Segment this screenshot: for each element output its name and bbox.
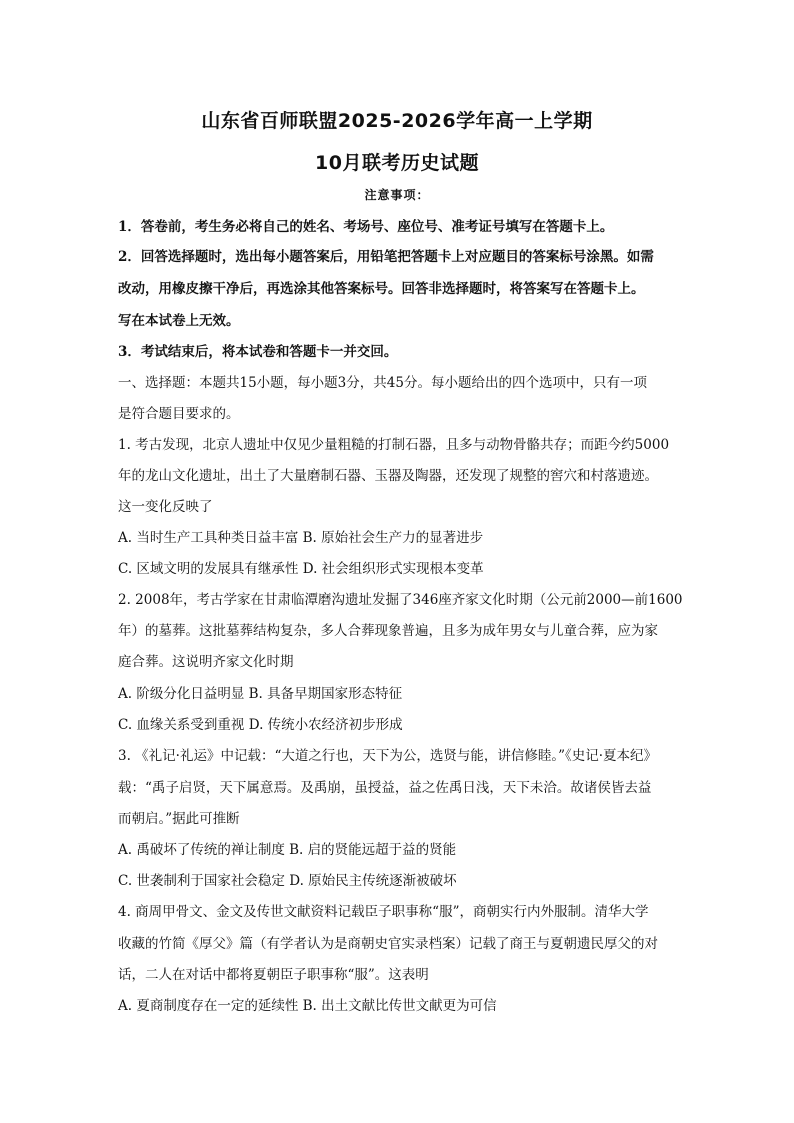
- q1-stem-line: 年的龙山文化遗址，出土了大量磨制石器、玉器及陶器，还发现了规整的窖穴和村落遗迹。: [118, 468, 658, 484]
- q4-stem-line: 收藏的竹简《厚父》篇（有学者认为是商朝史官实录档案）记载了商王与夏朝遗民厚父的对: [118, 936, 658, 952]
- q1-stem-line: 1. 考古发现，北京人遗址中仅见少量粗糙的打制石器，且多与动物骨骼共存；而距今约5000: [118, 437, 670, 453]
- notice-item-2-cont: 改动，用橡皮擦干净后，再选涂其他答案标号。回答非选择题时，将答案写在答题卡上。: [118, 281, 645, 297]
- exam-title: 山东省百师联盟2025-2026学年高一上学期: [201, 110, 593, 132]
- q2-options-ab: A. 阶级分化日益明显 B. 具备早期国家形态特征: [118, 686, 403, 702]
- q4-options-ab: A. 夏商制度存在一定的延续性 B. 出土文献比传世文献更为可信: [118, 998, 497, 1014]
- q4-stem-line: 话，二人在对话中都将夏朝臣子职事称“服”。这表明: [118, 967, 429, 983]
- q3-stem-line: 载：“禹子启贤，天下属意焉。及禹崩，虽授益，益之佐禹日浅，天下未洽。故诸侯皆去益: [118, 780, 652, 796]
- q1-stem-line: 这一变化反映了: [118, 499, 213, 515]
- q3-options-cd: C. 世袭制利于国家社会稳定 D. 原始民主传统逐渐被破坏: [118, 873, 457, 889]
- notice-heading: 注意事项：: [364, 188, 430, 202]
- section-heading-cont: 是符合题目要求的。: [118, 406, 240, 422]
- q4-stem-line: 4. 商周甲骨文、金文及传世文献资料记载臣子职事称“服”，商朝实行内外服制。清华大学: [118, 904, 649, 920]
- q2-stem-line: 年）的墓葬。这批墓葬结构复杂，多人合葬现象普遍，且多为成年男女与儿童合葬，应为家: [118, 623, 658, 639]
- q2-options-cd: C. 血缘关系受到重视 D. 传统小农经济初步形成: [118, 717, 403, 733]
- exam-subtitle: 10月联考历史试题: [315, 152, 479, 174]
- notice-item-3: 3．考试结束后，将本试卷和答题卡一并交回。: [118, 344, 398, 360]
- q1-options-ab: A. 当时生产工具种类日益丰富 B. 原始社会生产力的显著进步: [118, 530, 484, 546]
- section-heading: 一、选择题：本题共15小题，每小题3分，共45分。每小题给出的四个选项中，只有一项: [118, 375, 647, 391]
- notice-item-1: 1．答卷前，考生务必将自己的姓名、考场号、座位号、准考证号填写在答题卡上。: [118, 219, 614, 235]
- q2-stem-line: 庭合葬。这说明齐家文化时期: [118, 654, 294, 670]
- q3-options-ab: A. 禹破坏了传统的禅让制度 B. 启的贤能远超于益的贤能: [118, 842, 457, 858]
- notice-item-2-cont2: 写在本试卷上无效。: [118, 313, 240, 329]
- q2-stem-line: 2. 2008年，考古学家在甘肃临潭磨沟遗址发掘了346座齐家文化时期（公元前2000—前1600: [118, 592, 683, 608]
- q3-stem-line: 3. 《礼记·礼运》中记载：“大道之行也，天下为公，选贤与能，讲信修睦。”《史记·夏本纪》: [118, 748, 658, 764]
- notice-item-2: 2．回答选择题时，选出每小题答案后，用铅笔把答题卡上对应题目的答案标号涂黑。如需: [118, 249, 654, 265]
- q3-stem-line: 而朝启。”据此可推断: [118, 811, 240, 827]
- q1-options-cd: C. 区域文明的发展具有继承性 D. 社会组织形式实现根本变革: [118, 561, 484, 577]
